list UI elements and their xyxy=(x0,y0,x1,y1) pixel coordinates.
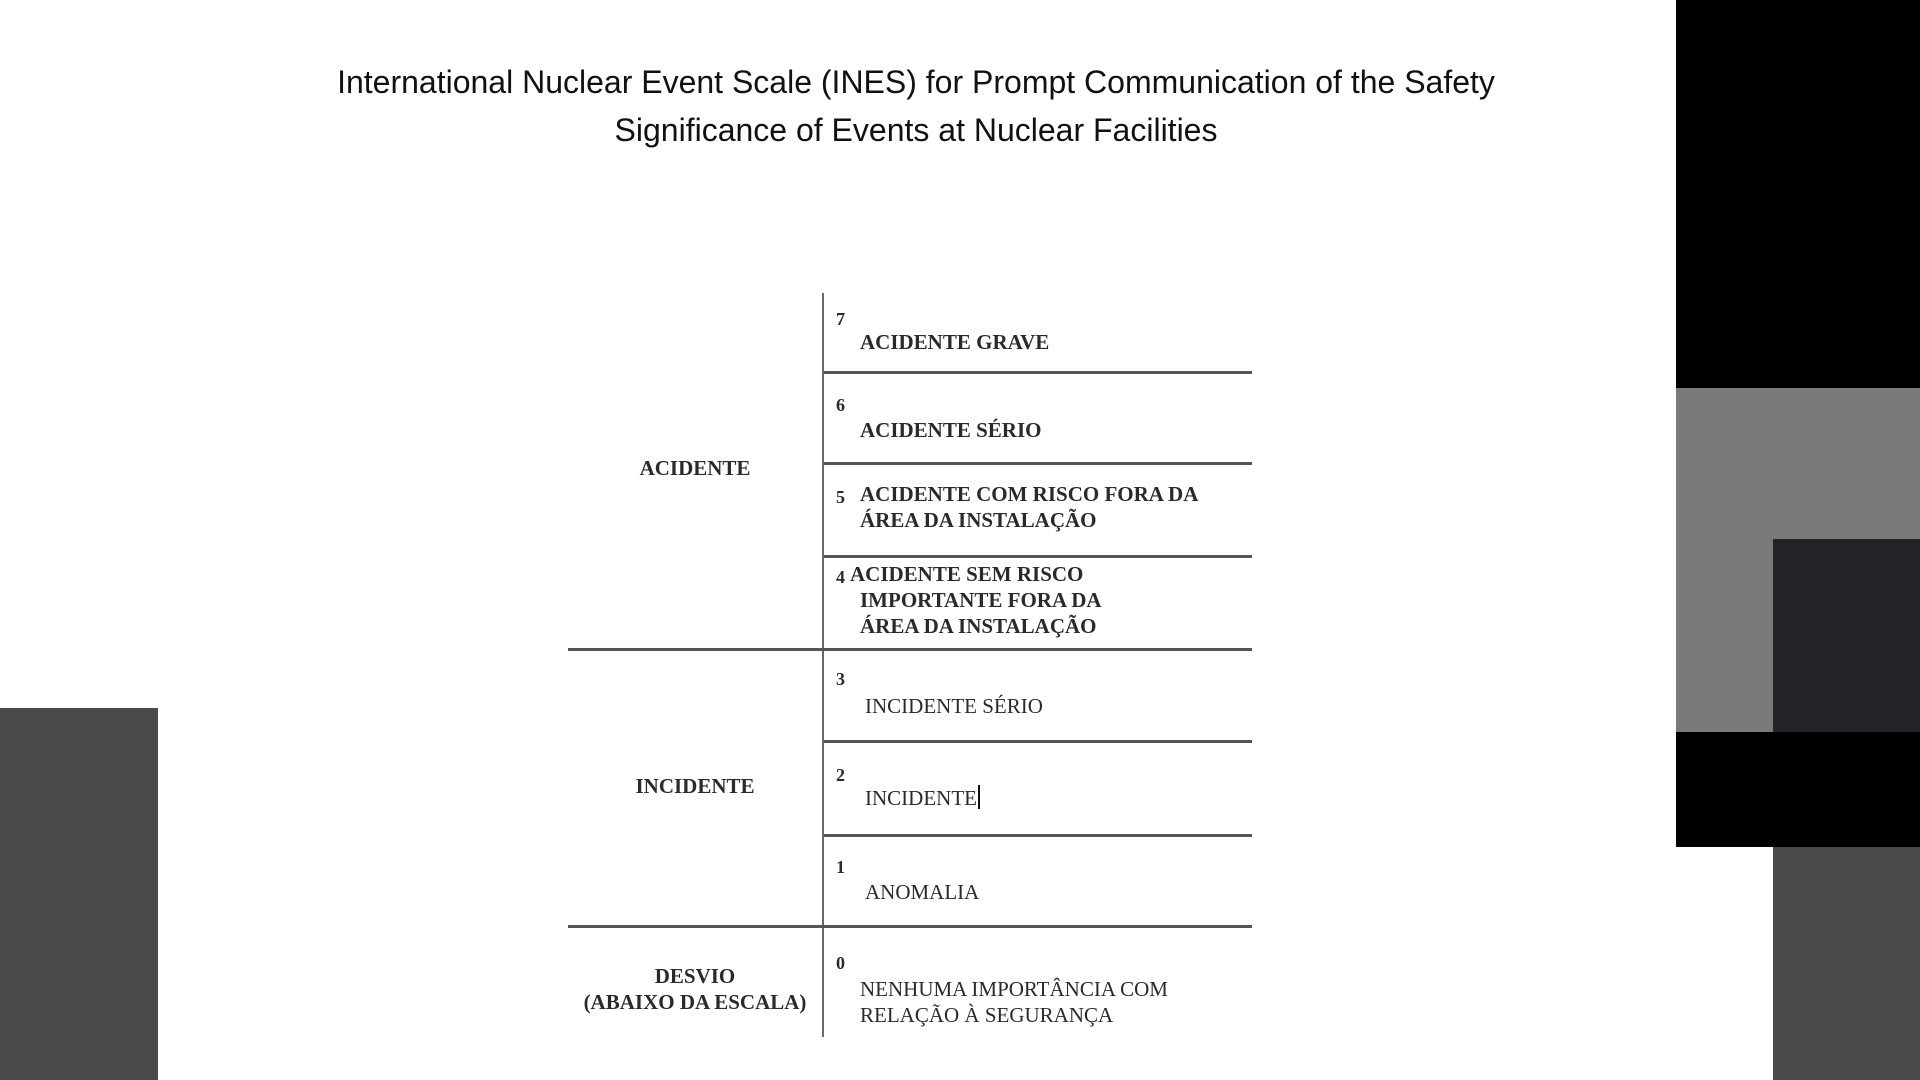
separator-5-4 xyxy=(824,555,1252,558)
level-2-description-text[interactable]: INCIDENTE xyxy=(865,786,977,810)
text-cursor xyxy=(978,785,980,809)
level-5-description-line-2: ÁREA DA INSTALAÇÃO xyxy=(860,508,1097,532)
category-acidente: ACIDENTE xyxy=(639,456,751,480)
level-7-description: ACIDENTE GRAVE xyxy=(860,330,1050,354)
level-4-description-line-3: ÁREA DA INSTALAÇÃO xyxy=(860,614,1097,638)
decorative-right-black-band xyxy=(1676,732,1920,847)
separator-incident-deviation xyxy=(568,925,1252,928)
separator-3-2 xyxy=(824,740,1252,743)
level-0-description-line-1: NENHUMA IMPORTÂNCIA COM xyxy=(860,977,1168,1001)
separator-2-1 xyxy=(824,834,1252,837)
level-5-description-line-1: ACIDENTE COM RISCO FORA DA xyxy=(860,482,1199,506)
category-desvio xyxy=(568,963,822,1015)
level-3-description: INCIDENTE SÉRIO xyxy=(865,694,1043,718)
level-4-description-line-2: IMPORTANTE FORA DA xyxy=(860,588,1102,612)
decorative-right-bottom-block xyxy=(1773,847,1920,1080)
level-number-5: 5 xyxy=(836,487,845,507)
level-1-description: ANOMALIA xyxy=(865,880,980,904)
level-number-6: 6 xyxy=(836,395,845,415)
decorative-right-black-block xyxy=(1676,0,1920,388)
level-5-description xyxy=(860,481,1198,533)
separator-accident-incident xyxy=(568,648,1252,651)
level-4-description-line-1: ACIDENTE SEM RISCO xyxy=(850,562,1084,586)
level-4-description xyxy=(850,561,1102,639)
slide-title-line-1: International Nuclear Event Scale (INES) for Prompt Communication of the Safety xyxy=(337,64,1495,100)
decorative-left-block xyxy=(0,708,158,1080)
level-number-0: 0 xyxy=(836,953,845,973)
decorative-right-dark-block xyxy=(1773,539,1920,733)
level-2-description xyxy=(865,785,980,811)
slide-title xyxy=(160,58,1672,154)
category-incidente: INCIDENTE xyxy=(635,774,755,798)
level-number-1: 1 xyxy=(836,857,845,877)
ines-scale-figure xyxy=(568,293,1252,1037)
level-0-description-line-2: RELAÇÃO À SEGURANÇA xyxy=(860,1003,1114,1027)
category-desvio-line-2: (ABAIXO DA ESCALA) xyxy=(583,990,807,1014)
level-number-7: 7 xyxy=(836,309,845,329)
separator-6-5 xyxy=(824,462,1252,465)
separator-7-6 xyxy=(824,371,1252,374)
level-0-description xyxy=(860,976,1168,1028)
category-desvio-line-1: DESVIO xyxy=(654,964,736,988)
level-number-2: 2 xyxy=(836,765,845,785)
level-6-description: ACIDENTE SÉRIO xyxy=(860,418,1042,442)
level-number-4: 4 xyxy=(836,567,845,587)
slide-title-line-2: Significance of Events at Nuclear Facilities xyxy=(614,112,1218,148)
level-number-3: 3 xyxy=(836,669,845,689)
